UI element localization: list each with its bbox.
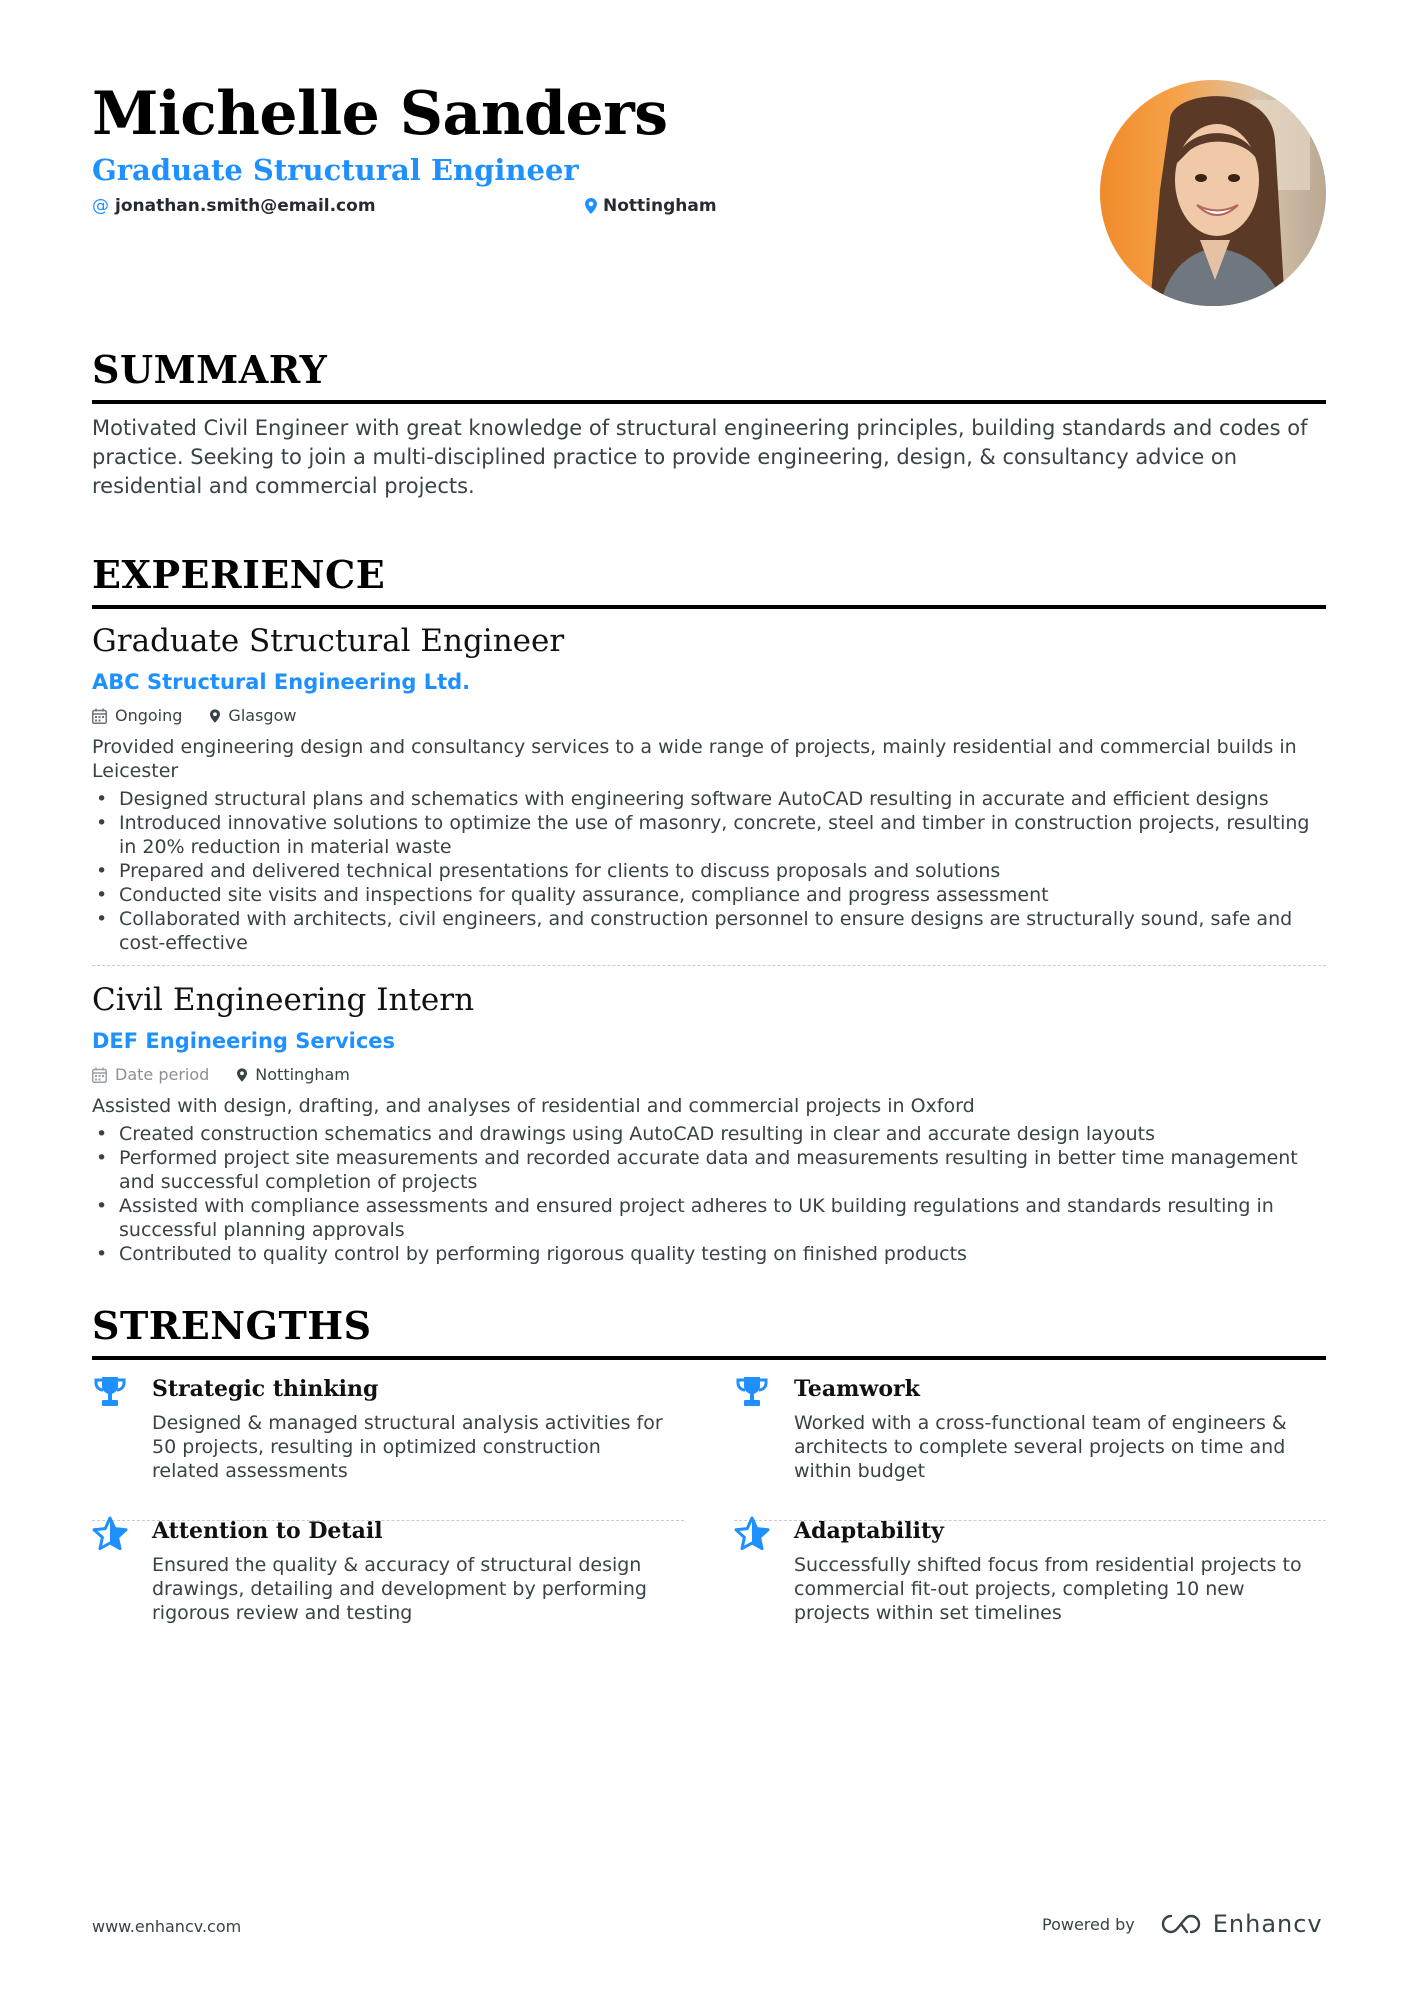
at-icon: @: [92, 196, 109, 216]
company-name[interactable]: ABC Structural Engineering Ltd.: [92, 670, 471, 694]
contact-email[interactable]: [92, 196, 376, 216]
strengths-heading: STRENGTHS: [92, 1302, 1326, 1360]
map-pin-icon: [585, 198, 597, 214]
list-item: • Assisted with compliance assessments and ensured project adheres to UK building regulations and standards resulting in successful planning approvals: [92, 1194, 1326, 1242]
enhancv-logo: [1159, 1910, 1323, 1938]
trophy-icon: [734, 1374, 770, 1410]
job-location: Nottingham: [255, 1065, 350, 1084]
strength-title: Strategic thinking: [152, 1376, 379, 1402]
map-pin-icon: [210, 709, 220, 723]
strength-description: Worked with a cross-functional team of engineers & architects to complete several projects on time and within budget: [794, 1412, 1287, 1482]
job-bullets: [92, 1122, 1326, 1266]
job-meta: [92, 705, 1326, 727]
email-text: jonathan.smith@email.com: [115, 196, 376, 216]
powered-by-text: Powered by: [1042, 1914, 1135, 1934]
job-bullets: [92, 787, 1326, 955]
strength-description: Ensured the quality & accuracy of structural design drawings, detailing and development by performing rigorous review and testing: [152, 1554, 647, 1624]
star-icon: [92, 1516, 128, 1552]
list-item: • Performed project site measurements and recorded accurate data and measurements resulting in better time management and successful completion of projects: [92, 1146, 1326, 1194]
job-divider: [92, 965, 1326, 966]
strength-description: Designed & managed structural analysis activities for 50 projects, resulting in optimized construction related assessments: [152, 1412, 663, 1482]
candidate-name: Michelle Sanders: [92, 79, 668, 149]
job-entry: [92, 621, 1326, 955]
job-entry: [92, 980, 1326, 1266]
list-item: • Designed structural plans and schematics with engineering software AutoCAD resulting in accurate and efficient designs: [92, 787, 1326, 811]
enhancv-logo-icon: [1159, 1913, 1203, 1935]
job-title: Graduate Structural Engineer: [92, 623, 565, 659]
footer-branding[interactable]: [1042, 1910, 1323, 1938]
strength-title: Adaptability: [794, 1518, 944, 1544]
strengths-grid: [92, 1350, 1326, 1640]
strength-title: Teamwork: [794, 1376, 920, 1402]
job-location: Glasgow: [228, 706, 297, 725]
strength-title: Attention to Detail: [152, 1518, 383, 1544]
list-item: • Created construction schematics and drawings using AutoCAD resulting in clear and accurate design layouts: [92, 1122, 1326, 1146]
summary-section: [92, 346, 1326, 501]
list-item: • Conducted site visits and inspections for quality assurance, compliance and progress assessment: [92, 883, 1326, 907]
company-name[interactable]: DEF Engineering Services: [92, 1029, 396, 1053]
job-meta: [92, 1064, 1326, 1086]
footer-website[interactable]: www.enhancv.com: [92, 1917, 242, 1936]
profile-photo: [1100, 80, 1326, 306]
calendar-icon: [92, 1067, 107, 1083]
job-period: Ongoing: [115, 706, 183, 725]
brand-name: Enhancv: [1212, 1910, 1323, 1938]
calendar-icon: [92, 708, 107, 724]
contact-location: [585, 196, 717, 216]
summary-heading: SUMMARY: [92, 346, 1326, 404]
trophy-icon: [92, 1374, 128, 1410]
candidate-title: Graduate Structural Engineer: [92, 153, 579, 187]
job-title: Civil Engineering Intern: [92, 982, 475, 1018]
job-description: Assisted with design, drafting, and analyses of residential and commercial projects in Oxford: [92, 1095, 975, 1117]
list-item: • Prepared and delivered technical presentations for clients to discuss proposals and solutions: [92, 859, 1326, 883]
list-item: • Introduced innovative solutions to optimize the use of masonry, concrete, steel and timber in construction projects, resulting in 20% reduction in material waste: [92, 811, 1326, 859]
star-icon: [734, 1516, 770, 1552]
summary-text: Motivated Civil Engineer with great knowledge of structural engineering principles, building standards and codes of practice. Seeking to join a multi-disciplined practice to provide engineering, design, & consultancy advice on residential and commercial projects.: [92, 416, 1308, 498]
job-description: Provided engineering design and consultancy services to a wide range of projects, mainly residential and commercial builds in Leicester: [92, 736, 1297, 782]
location-text: Nottingham: [603, 196, 717, 216]
experience-heading: EXPERIENCE: [92, 551, 1326, 609]
resume-header: [92, 78, 992, 220]
contact-row: [92, 196, 992, 220]
experience-section: [92, 551, 1326, 1266]
map-pin-icon: [237, 1068, 247, 1082]
strength-description: Successfully shifted focus from residential projects to commercial fit-out projects, completing 10 new projects within set timelines: [794, 1554, 1302, 1624]
list-item: • Collaborated with architects, civil engineers, and construction personnel to ensure designs are structurally sound, safe and cost-effective: [92, 907, 1326, 955]
job-period: Date period: [115, 1065, 210, 1084]
list-item: • Contributed to quality control by performing rigorous quality testing on finished products: [92, 1242, 1326, 1266]
